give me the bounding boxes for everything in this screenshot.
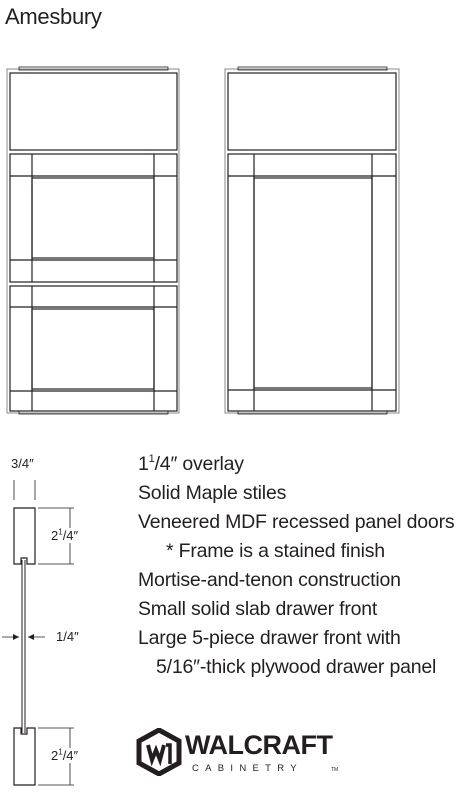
spec-small-drawer: Small solid slab drawer front [138, 598, 378, 620]
spec-large-drawer-line1: Large 5-piece drawer front with [138, 627, 401, 649]
spec-panel-doors: Veneered MDF recessed panel doors [138, 511, 455, 533]
walcraft-logo [136, 728, 339, 778]
right-door [228, 154, 396, 411]
page-title: Amesbury [5, 4, 102, 29]
profile-dim-upper: $2^1/4''$ [51, 527, 79, 543]
brand-trademark: TM [331, 767, 339, 773]
right-cabinet-elevation [225, 67, 399, 414]
small-slab-drawer-front [10, 73, 177, 150]
right-drawer-front [228, 73, 396, 150]
profile-dim-top: 3/4″ [11, 456, 34, 471]
left-door [10, 286, 177, 411]
spec-overlay: $1^1/4''$ overlay [138, 452, 244, 475]
brand-subtitle: CABINETRY [192, 763, 303, 774]
spec-stiles: Solid Maple stiles [138, 482, 287, 504]
profile-dim-lower: $2^1/4''$ [51, 747, 79, 763]
brand-name: WALCRAFT [185, 730, 333, 760]
spec-frame-note: * Frame is a stained finish [166, 540, 385, 562]
large-five-piece-drawer-front [10, 154, 177, 282]
spec-large-drawer-line2: 5/16″-thick plywood drawer panel [156, 656, 437, 678]
walcraft-hexagon-icon [136, 728, 182, 776]
spec-construction: Mortise-and-tenon construction [138, 569, 401, 591]
left-cabinet-elevation [7, 67, 179, 414]
profile-dim-middle: 1/4″ [56, 629, 79, 644]
